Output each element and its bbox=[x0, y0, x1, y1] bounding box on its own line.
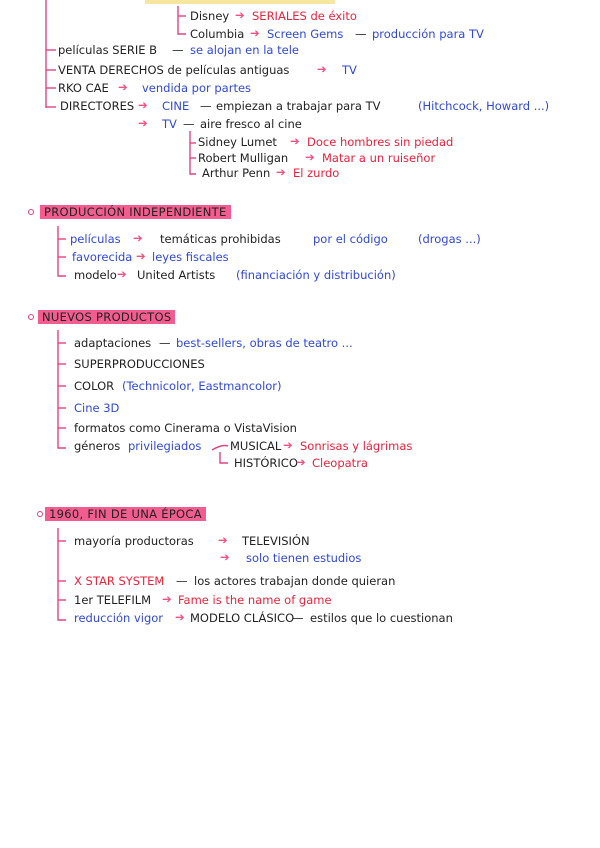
cine-text: empiezan a trabajar para TV bbox=[216, 99, 381, 113]
tv-text: aire fresco al cine bbox=[200, 117, 302, 131]
tv-label: TV bbox=[162, 117, 177, 131]
adaptations-label: adaptaciones bbox=[74, 336, 152, 350]
arrow-icon: ➔ bbox=[218, 533, 228, 547]
arrow-icon: ➔ bbox=[296, 455, 306, 469]
genre-historic-film: Cleopatra bbox=[312, 456, 368, 470]
model-note: (financiación y distribución) bbox=[236, 268, 396, 282]
superproductions: SUPERPRODUCCIONES bbox=[74, 357, 205, 371]
films-text: temáticas prohibidas bbox=[160, 232, 281, 246]
reduction-label: reducción vigor bbox=[74, 611, 164, 625]
mulligan-name: Robert Mulligan bbox=[198, 151, 289, 165]
films-label: películas bbox=[70, 232, 121, 246]
lumet-name: Sidney Lumet bbox=[198, 135, 277, 149]
adaptations-text: best-sellers, obras de teatro ... bbox=[176, 336, 353, 350]
arrow-icon: ➔ bbox=[138, 116, 148, 130]
dash-separator: — bbox=[200, 99, 212, 113]
cine-label: CINE bbox=[162, 99, 190, 113]
dash-separator: — bbox=[172, 43, 184, 57]
majors-target1: TELEVISIÓN bbox=[242, 534, 310, 548]
arrow-icon: ➔ bbox=[276, 165, 286, 179]
arrow-icon: ➔ bbox=[133, 231, 143, 245]
arrow-icon: ➔ bbox=[162, 592, 172, 606]
star-system-text: los actores trabajan donde quieran bbox=[194, 574, 396, 588]
columbia-target: Screen Gems bbox=[267, 27, 344, 41]
rko-target: vendida por partes bbox=[142, 81, 252, 95]
model-label: modelo bbox=[74, 268, 117, 282]
genre-musical: MUSICAL bbox=[230, 439, 282, 453]
classic-model: MODELO CLÁSICO bbox=[190, 611, 295, 625]
dash-separator: — bbox=[183, 117, 195, 131]
arrow-icon: ➔ bbox=[118, 80, 128, 94]
disney-label: Disney bbox=[190, 9, 230, 23]
dash-separator: — bbox=[159, 336, 171, 350]
genre-musical-film: Sonrisas y lágrimas bbox=[300, 439, 413, 453]
columbia-label: Columbia bbox=[190, 27, 245, 41]
section-bullet bbox=[28, 314, 34, 320]
reduction-tail: estilos que lo cuestionan bbox=[310, 611, 453, 625]
telefilm-text: Fame is the name of game bbox=[178, 593, 332, 607]
genres-label: géneros bbox=[74, 439, 121, 453]
dash-separator: — bbox=[292, 611, 304, 625]
arrow-icon: ➔ bbox=[136, 249, 146, 263]
majors-label: mayoría productoras bbox=[74, 534, 194, 548]
formats: formatos como Cinerama o VistaVision bbox=[74, 421, 297, 435]
b-movies-target: se alojan en la tele bbox=[190, 43, 299, 57]
films-examples: (drogas ...) bbox=[418, 232, 481, 246]
favored-text: leyes fiscales bbox=[152, 250, 229, 264]
disney-target: SERIALES de éxito bbox=[252, 9, 357, 23]
penn-film: El zurdo bbox=[293, 166, 340, 180]
lumet-film: Doce hombres sin piedad bbox=[307, 135, 454, 149]
penn-name: Arthur Penn bbox=[202, 166, 271, 180]
b-movies-label: películas SERIE B bbox=[58, 43, 158, 57]
genres-privileged: privilegiados bbox=[128, 439, 202, 453]
arrow-icon: ➔ bbox=[175, 610, 185, 624]
section-title-new-products: NUEVOS PRODUCTOS bbox=[38, 310, 175, 324]
telefilm-label: 1er TELEFILM bbox=[74, 593, 152, 607]
section-title-end-era: 1960, FIN DE UNA ÉPOCA bbox=[45, 507, 206, 521]
genre-historic: HISTÓRICO bbox=[234, 456, 298, 470]
section-bullet bbox=[28, 209, 34, 215]
color-label: COLOR bbox=[74, 379, 115, 393]
old-rights-target: TV bbox=[342, 63, 357, 77]
films-code: por el código bbox=[313, 232, 388, 246]
old-rights-label: VENTA DERECHOS de películas antiguas bbox=[58, 63, 290, 77]
directors-label: DIRECTORES bbox=[60, 99, 135, 113]
majors-target2: solo tienen estudios bbox=[246, 551, 362, 565]
arrow-icon: ➔ bbox=[138, 98, 148, 112]
dash-separator: — bbox=[176, 574, 188, 588]
dash-separator: — bbox=[355, 27, 367, 41]
model-text: United Artists bbox=[137, 268, 216, 282]
color-note: (Technicolor, Eastmancolor) bbox=[122, 379, 282, 393]
cine-examples: (Hitchcock, Howard ...) bbox=[418, 99, 550, 113]
section-title-independent: PRODUCCIÓN INDEPENDIENTE bbox=[40, 205, 231, 219]
arrow-icon: ➔ bbox=[117, 267, 127, 281]
arrow-icon: ➔ bbox=[235, 8, 245, 22]
favored-label: favorecida bbox=[72, 250, 133, 264]
arrow-icon: ➔ bbox=[220, 550, 230, 564]
columbia-extra: producción para TV bbox=[372, 27, 484, 41]
section-bullet bbox=[37, 511, 43, 517]
star-system-label: X STAR SYSTEM bbox=[74, 574, 165, 588]
arrow-icon: ➔ bbox=[317, 62, 327, 76]
arrow-icon: ➔ bbox=[305, 150, 315, 164]
rko-label: RKO CAE bbox=[58, 81, 109, 95]
cine-3d: Cine 3D bbox=[74, 401, 120, 415]
arrow-icon: ➔ bbox=[250, 26, 260, 40]
arrow-icon: ➔ bbox=[290, 134, 300, 148]
arrow-icon: ➔ bbox=[283, 438, 293, 452]
mulligan-film: Matar a un ruiseñor bbox=[322, 151, 436, 165]
